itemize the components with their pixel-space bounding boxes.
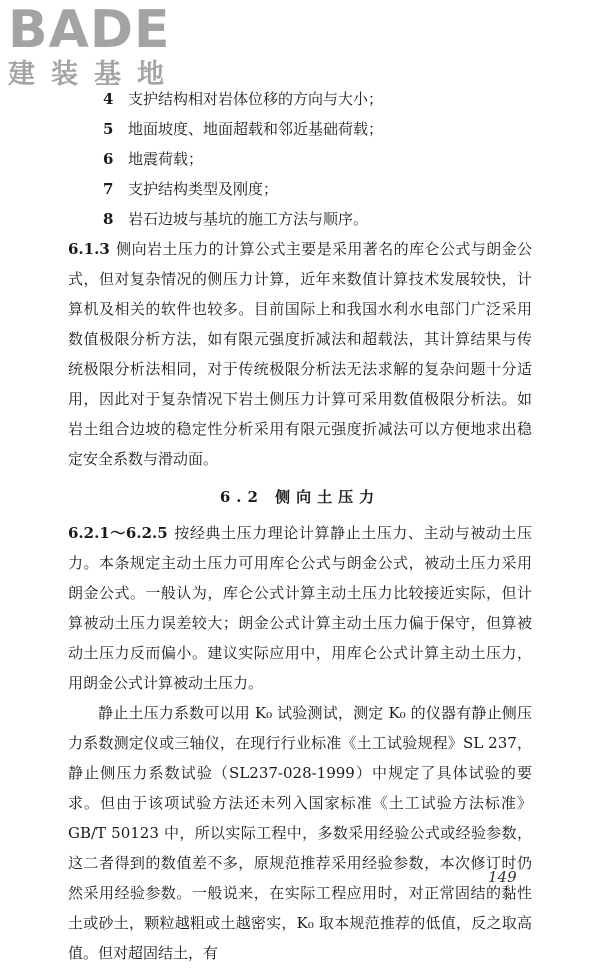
list-item-text: 地震荷载； (128, 150, 204, 168)
watermark-subtitle: 建装基地 (8, 59, 180, 90)
list-item-number: 6 (103, 150, 114, 168)
section-heading: 6.2 侧向土压力 (219, 488, 381, 506)
paragraph-k0: 静止土压力系数可以用 K₀ 试验测试，测定 K₀ 的仪器有静止侧压力系数测定仪或三轴仪，在现行行业标准《土工试验规程》SL 237，静止侧压力系数试验（SL237-028-1999）中规定了具体试验的要求。但由于该项试验方法还未列入国家标准《土工试验方法标准》GB/T 50123 中，所以实际工程中，多数采用经验公式或经验参数，这二者得到的数值差不多，原规范推荐采用经验参数，本次修订时仍然采用经验参数。一般说来，在实际工程应用时，对正常固结的黏性土或砂土，颗粒越粗或土越密实，K₀ 取本规范推荐的低值，反之取高值。但对超固结土，有 (68, 704, 532, 962)
list-item-number: 7 (103, 180, 114, 198)
list-item (68, 114, 532, 144)
list-item (68, 174, 532, 204)
list-item (68, 84, 532, 114)
list-item-number: 5 (103, 120, 114, 138)
clause-number: 6.1.3 (68, 240, 110, 258)
list-item (68, 144, 532, 174)
list-item-text: 岩石边坡与基坑的施工方法与顺序。 (128, 210, 369, 228)
list-item-number: 4 (103, 90, 114, 108)
clause-text: 按经典土压力理论计算静止土压力、主动与被动土压力。本条规定主动土压力可用库仑公式与朗金公式，被动土压力采用朗金公式。一般认为，库仑公式计算主动土压力比较接近实际，但计算被动土压力误差较大；朗金公式计算主动土压力偏于保守，但算被动土压力反而偏小。建议实际应用中，用库仑公式计算主动土压力，用朗金公式计算被动土压力。 (68, 524, 532, 692)
factor-list (68, 84, 532, 234)
clause-6-2-1 (68, 518, 532, 698)
document-body (68, 84, 532, 968)
list-item (68, 204, 532, 234)
list-item-text: 地面坡度、地面超载和邻近基础荷载； (128, 120, 384, 138)
clause-6-1-3 (68, 234, 532, 474)
page-number: 149 (488, 868, 517, 886)
list-item-number: 8 (103, 210, 114, 228)
clause-text: 侧向岩土压力的计算公式主要是采用著名的库仑公式与朗金公式，但对复杂情况的侧压力计算，近年来数值计算技术发展较快，计算机及相关的软件也较多。目前国际上和我国水利水电部门广泛采用数值极限分析方法，如有限元强度折减法和超载法，其计算结果与传统极限分析法相同，对于传统极限分析法无法求解的复杂问题十分适用，因此对于复杂情况下岩土侧压力计算可采用数值极限分析法。如岩土组合边坡的稳定性分析采用有限元强度折减法可以方便地求出稳定安全系数与滑动面。 (68, 240, 532, 468)
watermark-brand: BADE (8, 0, 171, 60)
list-item-text: 支护结构相对岩体位移的方向与大小； (128, 90, 384, 108)
list-item-text: 支护结构类型及刚度； (128, 180, 279, 198)
watermark-logo (8, 0, 188, 96)
clause-number: 6.2.1～6.2.5 (68, 524, 168, 542)
